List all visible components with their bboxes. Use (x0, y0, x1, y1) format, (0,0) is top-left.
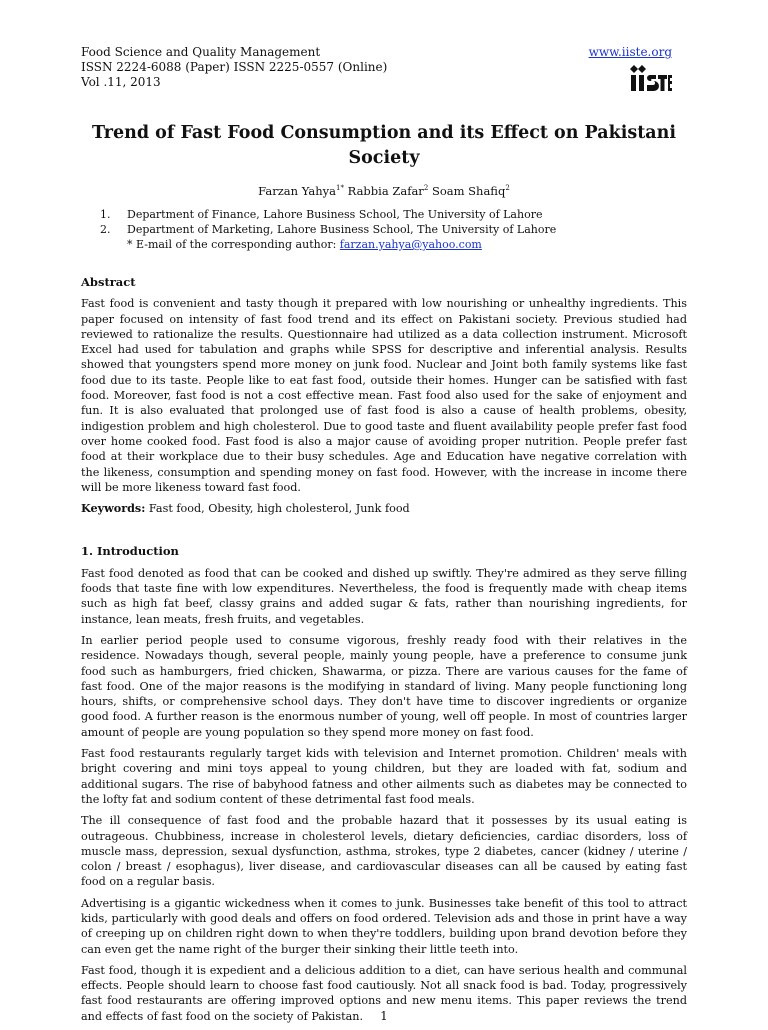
intro-paragraph: Fast food denoted as food that can be cooked and dished up swiftly. They're admired as they serve filling foods that taste fine with low expenditures. Nevertheless, the food is frequently made with cheap items such as high fat beef, classy grains and added sugar & fats, rather than nourishing ingredients, for instance, lean meats, fresh fruits, and vegetables. (81, 566, 687, 626)
publisher-block (589, 45, 672, 93)
affiliation-item (100, 207, 556, 222)
introduction-heading: 1. Introduction (81, 544, 179, 559)
paper-body (81, 275, 687, 1030)
journal-name: Food Science and Quality Management (81, 45, 321, 59)
intro-paragraph: Fast food restaurants regularly target kids with television and Internet promotion. Children' meals with bright covering and mini toys appeal to young children, but they are loaded with fat, sodium and additional sugars. The rise of babyhood fatness and other ailments such as diabetes may be connected to the lofty fat and sodium content of these detrimental fast food meals. (81, 747, 687, 806)
journal-header (81, 45, 387, 90)
intro-paragraph: Fast food, though it is expedient and a delicious addition to a diet, can have serious health and communal effects. People should learn to choose fast food cautiously. Not all snack food is bad. Today, progressively fast food restaurants are offering improved options and new menu items. This paper reviews the trend and effects of fast food on the society of Pakistan. (81, 963, 687, 1023)
iiste-logo (628, 63, 672, 93)
intro-paragraph: The ill consequence of fast food and the probable hazard that it possesses by its usual eating is outrageous. Chubbiness, increase in cholesterol levels, dietary deficiencies, cardiac disorders, loss of muscle mass, depression, sexual dysfunction, asthma, strokes, type 2 diabetes, cancer (kidney / uterine / colon / breast / esophagus), liver disease, and cardiovascular diseases can all be caused by eating fast food on a regular basis. (81, 814, 687, 889)
corresponding-author (100, 237, 556, 252)
email-label: * E-mail of the corresponding author: (127, 238, 340, 251)
journal-volume: Vol .11, 2013 (81, 75, 161, 89)
journal-issn: ISSN 2224-6088 (Paper) ISSN 2225-0557 (Online) (81, 60, 388, 74)
email-link[interactable]: farzan.yahya@yahoo.com (339, 238, 482, 251)
author-name: Rabbia Zafar (347, 184, 424, 198)
author-list (81, 184, 687, 198)
affiliation-text: Department of Finance, Lahore Business School, The University of Lahore (127, 208, 543, 221)
affiliation-list (100, 207, 556, 252)
intro-paragraph: In earlier period people used to consume vigorous, freshly ready food with their relatives in the residence. Nowadays though, several people, mainly young people, have a preference to consume junk food such as hamburgers, fried chicken, Shawarma, or pizza. There are various causes for the fame of fast food. One of the major reasons is the modifying in standard of living. Many people functioning long hours, shifts, or comprehensive school days. They don't have time to discover ingredients or organize good food. A further reason is the enormous number of young, well off people. In most of countries larger amount of people are young population so they spend more money on fast food. (81, 633, 687, 739)
affiliation-number: 1. (100, 208, 111, 221)
affiliation-item (100, 222, 556, 237)
author-affil-marker: 2 (423, 184, 429, 193)
abstract-text: Fast food is convenient and tasty though it prepared with low nourishing or unhealthy ingredients. This paper focused on intensity of fast food trend and its effect on Pakistani society. Previous studied had reviewed to rationalize the results. Questionnaire had utilized as a data collection instrument. Microsoft Excel had used for tabulation and graphs while SPSS for descriptive and inferential analysis. Results showed that youngsters spend more money on junk food. Nuclear and Joint both family systems like fast food due to its taste. People like to eat fast food, outside their homes. Hunger can be satisfied with fast food. Moreover, fast food is not a cost effective mean. Fast food also used for the sake of enjoyment and fun. It is also evaluated that prolonged use of fast food is also a cause of health problems, obesity, indigestion problem and high cholesterol. Due to good taste and fluent availability people prefer fast food over home cooked food. Fast food is also a major cause of avoiding proper nutrition. People prefer fast food at their workplace due to their busy schedules. Age and Education have negative correlation with the likeness, consumption and spending money on fast food. However, with the increase in income there will be more likeness toward fast food. (81, 297, 687, 494)
paper-title: Trend of Fast Food Consumption and its Effect on Pakistani Society (92, 123, 676, 168)
keywords-label: Keywords: (81, 501, 146, 516)
author-name: Farzan Yahya (258, 184, 337, 198)
abstract-heading: Abstract (81, 275, 136, 289)
intro-paragraph: Advertising is a gigantic wickedness when it comes to junk. Businesses take benefit of this tool to attract kids, particularly with good deals and offers on food ordered. Television ads and those in print have a way of creeping up on children right down to when they're toddlers, building upon brand devotion before they can even get the name right of the burger their sinking their little teeth into. (81, 896, 687, 956)
keywords-line (81, 501, 687, 516)
affiliation-number: 2. (100, 223, 111, 236)
author-affil-marker: 1* (336, 184, 344, 193)
page-number: 1 (380, 1009, 388, 1023)
keywords-text: Fast food, Obesity, high cholesterol, Junk food (145, 502, 410, 516)
affiliation-text: Department of Marketing, Lahore Business School, The University of Lahore (127, 223, 557, 236)
publisher-url-link[interactable]: www.iiste.org (588, 45, 672, 59)
author-name: Soam Shafiq (431, 184, 506, 198)
author-affil-marker: 2 (505, 184, 510, 193)
